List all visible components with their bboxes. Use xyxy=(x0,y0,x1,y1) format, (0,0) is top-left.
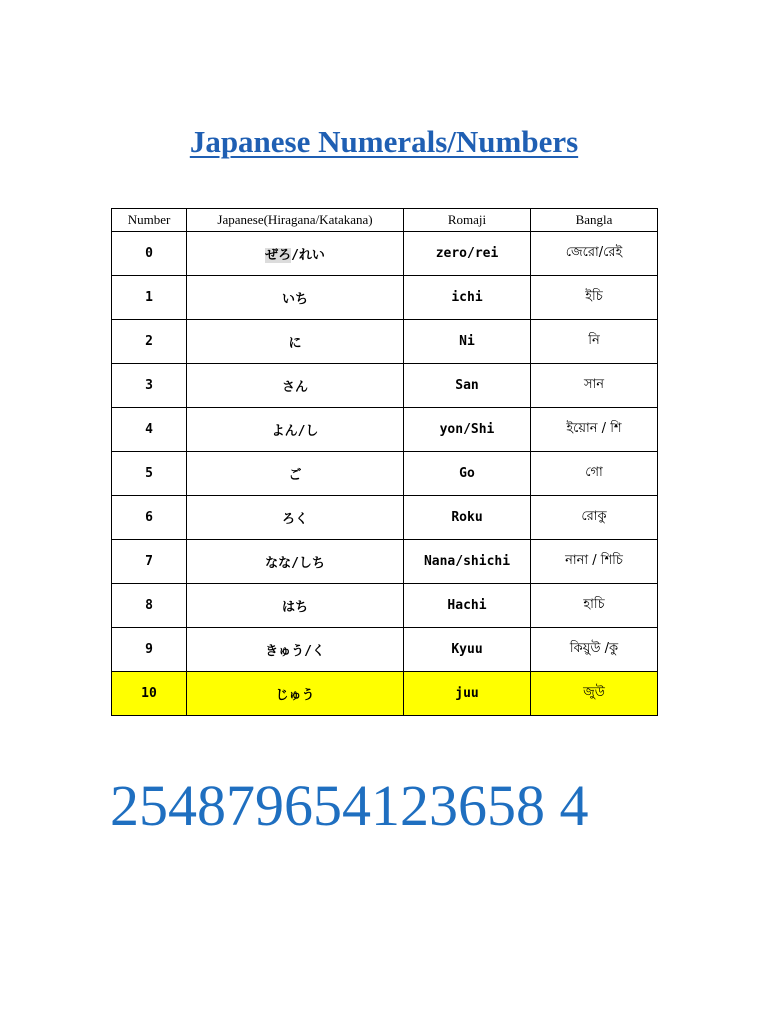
cell-romaji: Go xyxy=(404,452,531,496)
cell-romaji: Hachi xyxy=(404,584,531,628)
cell-number: 5 xyxy=(112,452,187,496)
cell-bangla: কিয়ুউ /কু xyxy=(531,628,658,672)
table-row xyxy=(112,408,658,452)
cell-bangla: নানা / শিচি xyxy=(531,540,658,584)
cell-japanese: ろく xyxy=(187,496,404,540)
cell-bangla: ইচি xyxy=(531,276,658,320)
cell-bangla: ইয়োন / শি xyxy=(531,408,658,452)
table-row-highlighted xyxy=(112,672,658,716)
cell-number: 9 xyxy=(112,628,187,672)
cell-number: 3 xyxy=(112,364,187,408)
cell-number: 7 xyxy=(112,540,187,584)
cell-bangla: রোকু xyxy=(531,496,658,540)
selected-text: ぜろ xyxy=(265,248,292,263)
cell-number: 1 xyxy=(112,276,187,320)
cell-romaji: juu xyxy=(404,672,531,716)
cell-number: 2 xyxy=(112,320,187,364)
cell-romaji: Nana/shichi xyxy=(404,540,531,584)
cell-japanese: いち xyxy=(187,276,404,320)
cell-romaji: Kyuu xyxy=(404,628,531,672)
cell-number: 8 xyxy=(112,584,187,628)
table-row xyxy=(112,276,658,320)
large-number-text: 254879654123658 4 xyxy=(110,773,589,838)
header-romaji: Romaji xyxy=(404,209,531,232)
cell-japanese: よん/し xyxy=(187,408,404,452)
cell-bangla: সান xyxy=(531,364,658,408)
cell-japanese: に xyxy=(187,320,404,364)
cell-japanese xyxy=(187,232,404,276)
cell-bangla: নি xyxy=(531,320,658,364)
cell-japanese: はち xyxy=(187,584,404,628)
cell-number: 4 xyxy=(112,408,187,452)
page-title: Japanese Numerals/Numbers xyxy=(189,124,579,159)
cell-romaji: yon/Shi xyxy=(404,408,531,452)
cell-romaji: Roku xyxy=(404,496,531,540)
table-header-row xyxy=(112,209,658,232)
table-row xyxy=(112,452,658,496)
table-row xyxy=(112,320,658,364)
cell-romaji: San xyxy=(404,364,531,408)
cell-japanese: きゅう/く xyxy=(187,628,404,672)
header-number: Number xyxy=(112,209,187,232)
cell-number: 6 xyxy=(112,496,187,540)
cell-number: 0 xyxy=(112,232,187,276)
cell-bangla: জেরো/রেই xyxy=(531,232,658,276)
cell-romaji: Ni xyxy=(404,320,531,364)
cell-bangla: হাচি xyxy=(531,584,658,628)
cell-bangla: জুউ xyxy=(531,672,658,716)
cell-romaji: ichi xyxy=(404,276,531,320)
numerals-table xyxy=(111,208,658,716)
table-row xyxy=(112,584,658,628)
cell-japanese-text: /れい xyxy=(291,248,325,263)
table-row xyxy=(112,628,658,672)
table-row xyxy=(112,232,658,276)
cell-japanese: なな/しち xyxy=(187,540,404,584)
cell-number: 10 xyxy=(112,672,187,716)
cell-japanese: さん xyxy=(187,364,404,408)
header-bangla: Bangla xyxy=(531,209,658,232)
cell-bangla: গো xyxy=(531,452,658,496)
table-row xyxy=(112,364,658,408)
table-row xyxy=(112,496,658,540)
cell-japanese: じゅう xyxy=(187,672,404,716)
cell-romaji: zero/rei xyxy=(404,232,531,276)
cell-japanese: ご xyxy=(187,452,404,496)
table-row xyxy=(112,540,658,584)
header-japanese: Japanese(Hiragana/Katakana) xyxy=(187,209,404,232)
